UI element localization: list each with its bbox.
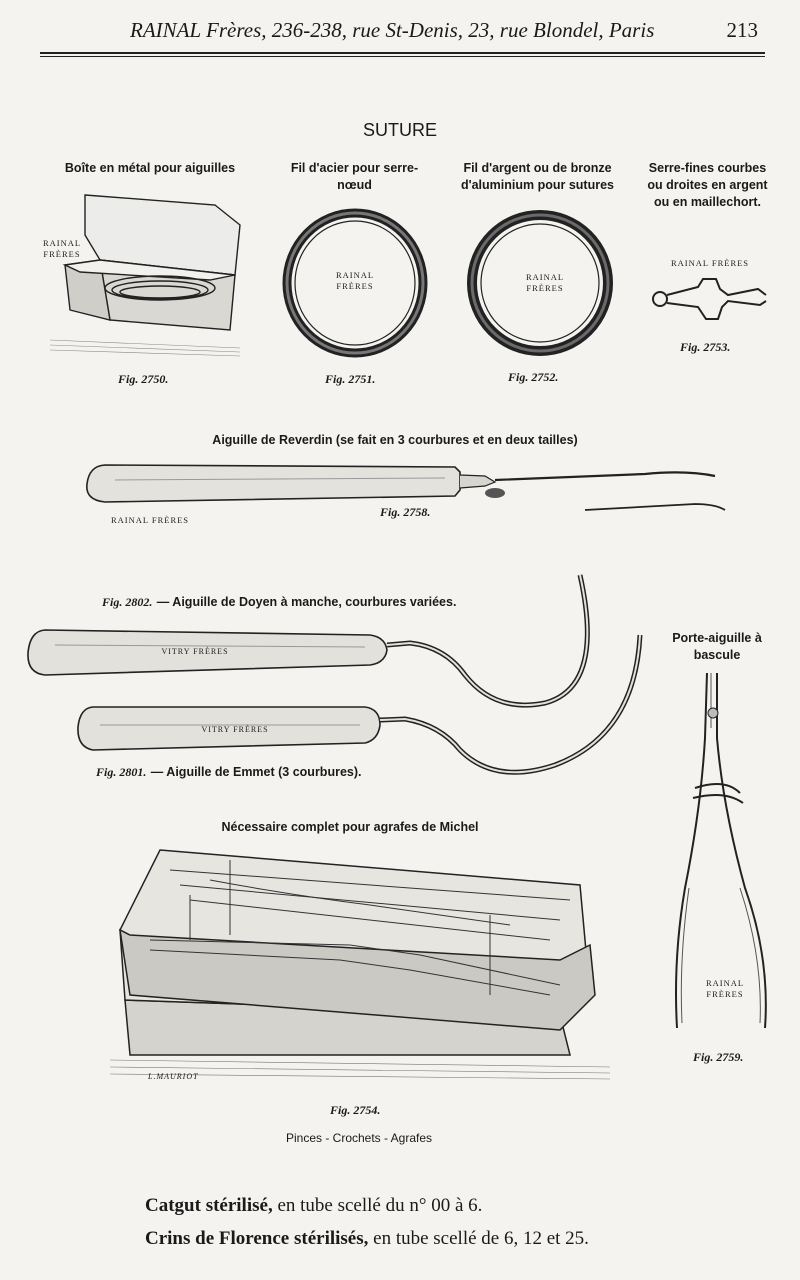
serre-fines-clip-illustration xyxy=(648,275,773,325)
crins-label: Crins de Florence stérilisés, xyxy=(145,1228,369,1249)
steel-wire-mark: RAINAL FRÈRES xyxy=(335,270,375,291)
fig-2753-label: Fig. 2753. xyxy=(680,340,731,354)
fig-2802-label: Fig. 2802. xyxy=(102,595,153,609)
page-header xyxy=(0,18,800,54)
header-text: RAINAL Frères, 236-238, rue St-Denis, 23, rue Blondel, Paris xyxy=(130,18,655,42)
section-title: SUTURE xyxy=(362,120,437,140)
crins-detail: en tube scellé de 6, 12 et 25. xyxy=(373,1228,589,1249)
fig-2750-label: Fig. 2750. xyxy=(118,372,169,386)
fig-2759-label: Fig. 2759. xyxy=(693,1050,744,1064)
serre-fines-mark: RAINAL FRÈRES xyxy=(670,258,750,268)
needle-box-illustration xyxy=(40,180,260,360)
doyen-mark: VITRY FRÈRES xyxy=(161,647,229,656)
porte-aiguille-caption: Porte-aiguille à bascule xyxy=(672,631,762,662)
reverdin-caption: Aiguille de Reverdin (se fait en 3 courbures et en deux tailles) xyxy=(212,433,578,447)
emmet-caption-line xyxy=(96,763,361,781)
engraver-signature: L.MAURIOT xyxy=(148,1072,199,1081)
fig-2754-label: Fig. 2754. xyxy=(330,1103,381,1117)
box-caption: Boîte en métal pour aiguilles xyxy=(64,161,236,175)
catgut-label: Catgut stérilisé, xyxy=(145,1195,273,1216)
michel-kit-subcaption: Pinces - Crochets - Agrafes xyxy=(285,1131,433,1145)
fig-2801-label: Fig. 2801. xyxy=(96,765,147,779)
crins-line xyxy=(145,1228,589,1250)
porte-aiguille-mark: RAINAL FRÈRES xyxy=(705,978,745,999)
silver-wire-mark: RAINAL FRÈRES xyxy=(525,272,565,293)
emmet-caption: — Aiguille de Emmet (3 courbures). xyxy=(150,765,362,779)
fig-2751-label: Fig. 2751. xyxy=(325,372,376,386)
fig-2758-label: Fig. 2758. xyxy=(380,505,431,519)
reverdin-mark: RAINAL FRÈRES xyxy=(110,515,190,525)
emmet-mark: VITRY FRÈRES xyxy=(201,725,269,734)
fig-2752-label: Fig. 2752. xyxy=(508,370,559,384)
header-rule-thin xyxy=(40,56,765,57)
box-mark: RAINAL FRÈRES xyxy=(42,238,82,259)
page-number: 213 xyxy=(726,18,758,42)
steel-wire-caption: Fil d'acier pour serre-nœud xyxy=(290,161,419,192)
michel-kit-caption: Nécessaire complet pour agrafes de Michel xyxy=(221,820,479,834)
catgut-detail: en tube scellé du n° 00 à 6. xyxy=(277,1195,483,1216)
michel-kit-box-illustration xyxy=(90,845,630,1080)
header-rule xyxy=(40,52,765,54)
silver-wire-caption: Fil d'argent ou de bronze d'aluminium pour sutures xyxy=(461,161,614,192)
doyen-caption: — Aiguille de Doyen à manche, courbures variées. xyxy=(156,595,457,609)
catgut-line xyxy=(145,1195,482,1217)
serre-fines-caption: Serre-fines courbes ou droites en argent ou en maillechort. xyxy=(647,161,768,209)
